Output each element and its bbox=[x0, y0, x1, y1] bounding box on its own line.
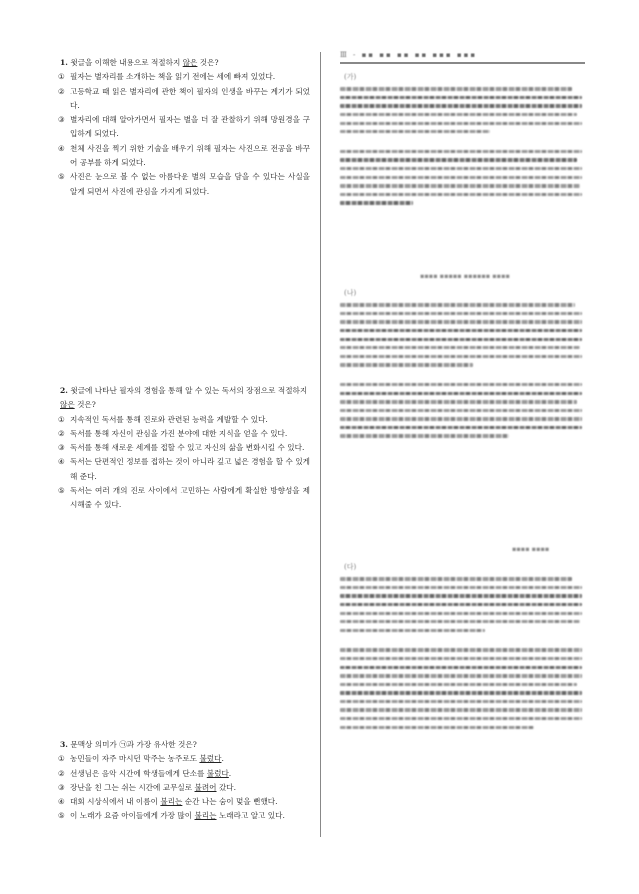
option-1[interactable] bbox=[58, 413, 310, 427]
question-number: 1. bbox=[60, 58, 68, 67]
option-2[interactable] bbox=[58, 427, 310, 441]
passage-source: ▪▪▪▪ ▪▪▪▪ bbox=[512, 545, 550, 553]
passage-header bbox=[340, 50, 585, 60]
option-text: 고등학교 때 읽은 별자리에 관한 책이 필자의 인생을 바꾸는 계기가 되었다. bbox=[70, 86, 310, 110]
section-label: (나) bbox=[344, 289, 357, 297]
question-2 bbox=[58, 384, 310, 513]
question-3 bbox=[58, 738, 310, 824]
option-text: 사진은 눈으로 볼 수 없는 아름다운 별의 모습을 담을 수 있다는 사실을 알게 되면서 사진에 관심을 가지게 되었다. bbox=[70, 172, 310, 196]
option-5[interactable] bbox=[58, 170, 310, 199]
option-text-pre: 대회 시상식에서 내 이름이 bbox=[70, 797, 161, 807]
option-text: 지속적인 독서를 통해 진로와 관련된 능력을 계발할 수 있다. bbox=[70, 414, 268, 424]
option-text bbox=[70, 752, 310, 766]
option-2[interactable] bbox=[58, 85, 310, 114]
column-divider bbox=[320, 52, 321, 837]
question-text-end: 것은? bbox=[74, 400, 96, 410]
emphasis-text: 않은 bbox=[182, 58, 198, 67]
option-mark: ④ bbox=[58, 143, 65, 153]
question-text: 문맥상 의미가 ㉠과 가장 유사한 것은? bbox=[70, 740, 197, 749]
question-3-title bbox=[58, 738, 310, 752]
option-text-pre: 이 노래가 요즘 아이들에게 가장 많이 bbox=[70, 811, 195, 821]
option-text: 별자리에 대해 알아가면서 필자는 별을 더 잘 관찰하기 위해 망원경을 구입하게 되었다. bbox=[70, 115, 310, 139]
option-mark: ① bbox=[58, 72, 65, 82]
option-text-post: 갔다. bbox=[216, 782, 237, 792]
question-number: 2. bbox=[60, 386, 68, 395]
option-1[interactable] bbox=[58, 70, 310, 84]
option-text bbox=[70, 781, 310, 795]
passage-section-c bbox=[340, 562, 582, 734]
option-text-pre: 장난을 친 그는 쉬는 시간에 교무실로 bbox=[70, 782, 195, 792]
option-text: 천체 사진을 찍기 위한 기술을 배우기 위해 필자는 사진으로 전공을 바꾸어 공부를 하게 되었다. bbox=[70, 143, 310, 168]
option-text bbox=[70, 795, 310, 809]
option-text-pre: 선생님은 음악 시간에 학생들에게 단소를 bbox=[70, 768, 207, 778]
option-underlined-word: 불렀다 bbox=[199, 754, 222, 764]
option-mark: ② bbox=[58, 768, 65, 778]
option-2[interactable] bbox=[58, 767, 310, 781]
question-number: 3. bbox=[60, 740, 68, 749]
passage-section-b bbox=[340, 288, 582, 443]
option-3[interactable] bbox=[58, 781, 310, 795]
option-5[interactable] bbox=[58, 484, 310, 513]
option-mark: ⑤ bbox=[58, 486, 65, 496]
option-text-post: 순간 나는 숨이 멎을 뻔했다. bbox=[182, 797, 278, 807]
question-1 bbox=[58, 56, 310, 199]
option-mark: ① bbox=[58, 414, 65, 424]
option-mark: ③ bbox=[58, 443, 65, 453]
option-mark: ④ bbox=[58, 457, 65, 467]
option-4[interactable] bbox=[58, 455, 310, 484]
emphasis-text: 않은 bbox=[60, 400, 75, 410]
option-text bbox=[70, 767, 310, 781]
option-mark: ③ bbox=[58, 782, 65, 792]
option-mark: ② bbox=[58, 86, 65, 96]
option-text: 독서는 단편적인 정보를 접하는 것이 아니라 깊고 넓은 경험을 할 수 있게 해 준다. bbox=[70, 457, 310, 481]
question-1-title bbox=[58, 56, 310, 70]
option-mark: ⑤ bbox=[58, 811, 65, 821]
option-text bbox=[70, 809, 310, 823]
question-text: 윗글을 이해한 내용으로 적절하지 bbox=[70, 58, 183, 67]
option-underlined-word: 불려어 bbox=[194, 782, 217, 792]
option-mark: ④ bbox=[58, 797, 65, 807]
option-underlined-word: 불리는 bbox=[194, 811, 217, 821]
option-text-post: . bbox=[221, 754, 224, 764]
option-1[interactable] bbox=[58, 752, 310, 766]
option-4[interactable] bbox=[58, 795, 310, 809]
option-5[interactable] bbox=[58, 809, 310, 823]
section-label: (다) bbox=[344, 563, 357, 571]
option-mark: ① bbox=[58, 754, 65, 764]
passage-column bbox=[340, 50, 585, 64]
option-mark: ② bbox=[58, 428, 65, 438]
section-label: (가) bbox=[344, 73, 357, 81]
option-text: 독서를 통해 새로운 세계를 접할 수 있고 자신의 삶을 변화시킬 수 있다. bbox=[70, 443, 305, 453]
option-3[interactable] bbox=[58, 113, 310, 142]
option-4[interactable] bbox=[58, 142, 310, 171]
option-text: 독서를 통해 자신이 관심을 가진 분야에 대한 지식을 얻을 수 있다. bbox=[70, 428, 288, 438]
option-mark: ③ bbox=[58, 115, 65, 125]
option-text-pre: 농민들이 자주 마시던 막주는 농주로도 bbox=[70, 754, 200, 764]
option-text-post: 노래라고 알고 있다. bbox=[216, 811, 285, 821]
header-rule bbox=[340, 62, 585, 64]
option-text-post: . bbox=[228, 768, 232, 778]
question-text: 윗글에 나타난 필자의 경험을 통해 알 수 있는 독서의 장점으로 적절하지 bbox=[70, 386, 308, 395]
question-text-end: 것은? bbox=[197, 58, 219, 67]
passage-section-a bbox=[340, 72, 582, 210]
option-3[interactable] bbox=[58, 441, 310, 455]
option-underlined-word: 불렀다 bbox=[206, 768, 229, 778]
option-underlined-word: 불리는 bbox=[160, 797, 183, 807]
option-text: 독서는 여러 개의 진로 사이에서 고민하는 사람에게 확실한 방향성을 제시해줄 수 있다. bbox=[70, 486, 310, 510]
passage-header-text: Ⅲ - ▪▪ ▪▪ ▪▪ ▪▪ ▪▪▪ ▪▪▪ bbox=[340, 51, 478, 59]
passage-source: ▪▪▪▪ ▪▪▪▪▪ ▪▪▪▪▪▪ ▪▪▪▪ bbox=[420, 272, 510, 280]
option-mark: ⑤ bbox=[58, 172, 65, 182]
option-text: 필자는 별자리를 소개하는 책을 읽기 전에는 세에 빠져 있었다. bbox=[70, 72, 276, 82]
question-2-title bbox=[58, 384, 310, 413]
